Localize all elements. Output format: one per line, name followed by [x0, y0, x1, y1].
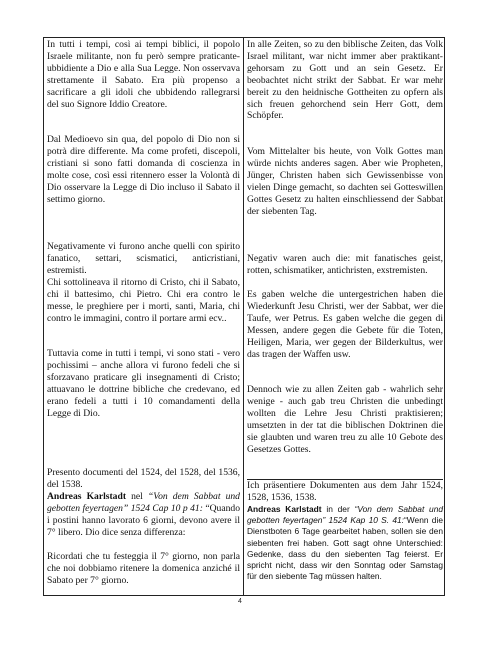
- italian-paragraph-7: [47, 491, 240, 539]
- german-paragraph-3: Negativ waren auch die: mit fanatisches geist, rotten, schismatiker, antichristen, exstremisten.: [247, 253, 443, 276]
- bilingual-table: [43, 37, 445, 596]
- quote-text: “Quando i postini hanno lavorato 6 giorni, devono avere il 7° libero. Dio dice senza differenza:: [47, 502, 241, 538]
- italian-paragraph-6: Presento documenti del 1524, del 1528, del 1536, del 1538.: [47, 467, 240, 490]
- german-paragraph-5: Dennoch wie zu allen Zeiten gab - wahrlich sehr wenige - auch gab treu Christen die unbedingt wollten die Lehre Jesu Christi praktisieren; umsetzten in der tat die biblischen Doktrinen die sie glaubten und waren treu zu alle 10 Gebote des Gesetzes Gottes.: [247, 384, 443, 455]
- german-paragraph-1: In alle Zeiten, so zu den biblische Zeiten, das Volk Israel militant, war nicht immer aber praktikant- gehorsam zu Gott und an sein Gesetz. Er beobachtet nicht strikt der Sabbat. Er war mehr bereit zu den heidnische Gottheiten zu opfern als sich freuen gehorchend sein Herr Gott, dem Schöpfer.: [247, 39, 443, 122]
- italian-paragraph-4: Chi sottolineava il ritorno di Cristo, chi il Sabato, chi il battesimo, chi Pietro. Chi era contro le messe, le preghiere per i morti, santi, Maria, chi contro le immagini, contro il portare armi ecv..: [47, 277, 240, 324]
- german-paragraph-4: Es gaben welche die untergestrichen haben die Wiederkunft Jesu Christi, wer der Sabbat, wer die Taufe, wer Petrus. Es gaben welche die gegen di Messen, andere gegen die Gebete für die Toten, Heiligen, Maria, wer gegen der Bilderkultus, wer das tragen der Waffen usw.: [247, 289, 443, 360]
- connector-text: nel: [126, 491, 148, 502]
- author-name: Andreas Karlstadt: [47, 491, 127, 502]
- italian-paragraph-8: Ricordati che tu festeggia il 7° giorno, non parla che noi dobbiamo ritenere la domenica anziché il Sabato per 7° giorno.: [47, 551, 240, 586]
- source-reference: “Von dem Sabbat und gebotten feyertagen” 1524 Cap 10 p 41:: [47, 491, 240, 514]
- column-divider: [243, 38, 244, 595]
- source-reference: “Von dem Sabbat und gebotten feyertagen” 1524 Kap 10 S. 41:: [247, 504, 444, 526]
- quote-text: “Wenn die Dienstboten 6 Tage gearbeitet haben, sollen sie den siebenten frei haben. Gott sagt ohne Unterschied: Gedenke, dass du den siebenten Tag feierst. Er spricht nicht, dass wir den Sonntag oder Samstag für den siebente Tag müssen halten.: [247, 515, 443, 582]
- connector-text: in der: [321, 504, 355, 514]
- author-name: Andreas Karlstadt: [247, 504, 322, 514]
- italian-paragraph-2: Dal Medioevo sin qua, del popolo di Dio non si potrà dire differente. Ma come profeti, discepoli, cristiani si sono fatti domanda di coscienza in molte cose, così essi ritennero esser la Volontà di Dio osservare la Legge di Dio incluso il Sabato il settimo giorno.: [47, 134, 240, 205]
- italian-paragraph-1: In tutti i tempi, così ai tempi biblici, il popolo Israele militante, non fu però sempre praticante-ubbidiente a Dio e alla Sua Legge. Non osservava strettamente il Sabato. Era più propenso a sacrificare a gli idoli che ubbidendo rallegrarsi del suo Signore Iddio Creatore.: [47, 39, 240, 110]
- german-paragraph-2: Vom Mittelalter bis heute, von Volk Gottes man würde nichts anderes sagen. Aber wie Propheten, Jünger, Christen haben sich Gewissenbisse von vielen Dinge gemacht, so dachten sei Gotteswillen Gottes Gesetz zu halten einschliessend der Sabbat der siebenten Tag.: [247, 146, 443, 217]
- italian-paragraph-5: Tuttavia come in tutti i tempi, vi sono stati - vero pochissimi – anche allora vi furono fedeli che si sforzavano praticare gli insegnamenti di Cristo; attuavano le dottrine bibliche che credevano, ed erano fedeli a tutti i 10 comandamenti della Legge di Dio.: [47, 348, 240, 419]
- page-number: 4: [238, 598, 242, 605]
- german-paragraph-6: Ich präsentiere Dokumenten aus dem Jahr 1524, 1528, 1536, 1538.: [247, 480, 443, 503]
- italian-paragraph-3: Negativamente vi furono anche quelli con spirito fanatico, settari, scismatici, anticristiani, estremisti.: [47, 241, 240, 276]
- german-paragraph-7: [247, 504, 443, 582]
